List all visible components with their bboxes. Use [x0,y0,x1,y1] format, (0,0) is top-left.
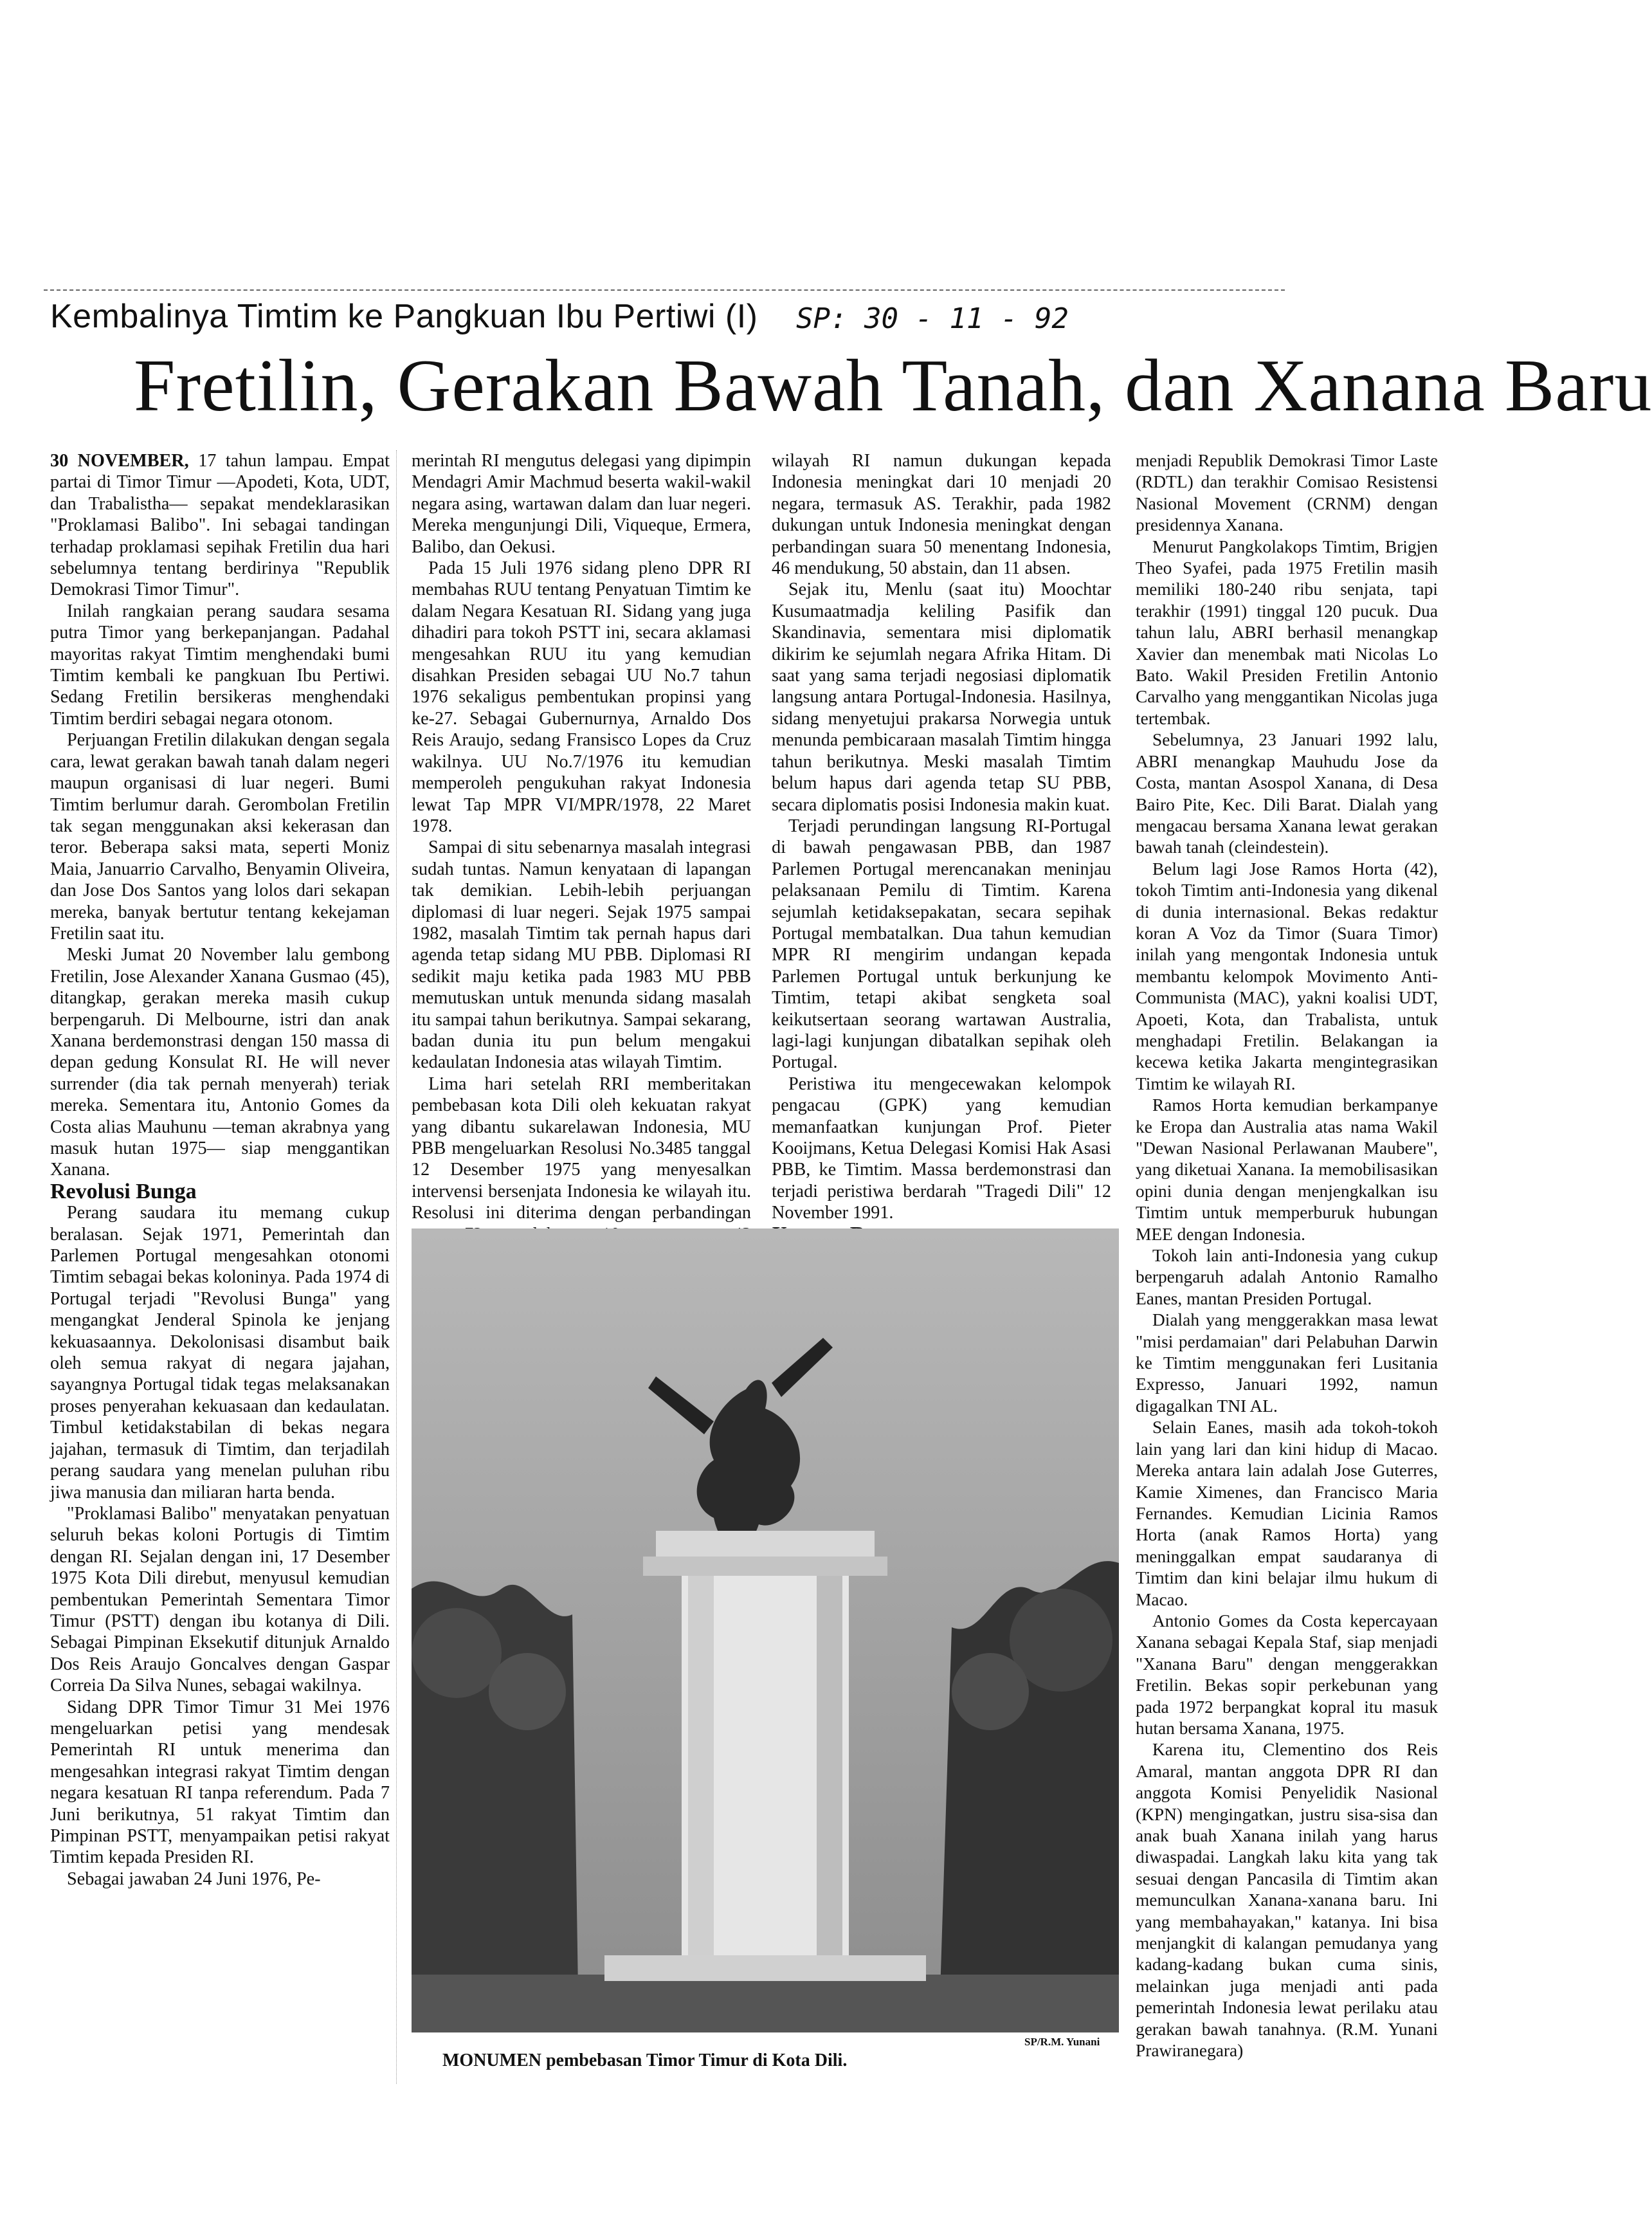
article-paragraph: Perang saudara itu memang cukup beralasan. Sejak 1971, Pemerintah dan Parlemen Portugal mengesahkan otonomi Timtim sebagai bekas koloninya. Pada 1974 di Portugal terjadi "Revolusi Bunga" yang mengangkat Jenderal Spinola ke jenjang kekuasaannya. Dekolonisasi disambut baik oleh semua rakyat di negara jajahan, sayangnya Portugal tidak tegas melaksanakan proses penyerahan kekuasaan dan kedaulatan. Timbul ketidakstabilan di bekas negara jajahan, termasuk di Timtim, dan terjadilah perang saudara yang menelan puluhan ribu jiwa manusia dan miliaran harta benda. [50,1203,390,1502]
article-paragraph: Peristiwa itu mengecewakan kelompok pengacau (GPK) yang kemudian memanfaatkan kunjungan Prof. Pieter Kooijmans, Ketua Delegasi Komisi Hak Asasi PBB, ke Timtim. Massa berdemonstrasi dan terjadi peristiwa berdarah "Tragedi Dili" 12 November 1991. [772,1073,1111,1223]
article-paragraph: wilayah RI namun dukungan kepada Indonesia meningkat dari 10 menjadi 20 negara, termasuk AS. Terakhir, pada 1982 dukungan untuk Indonesia meningkat dengan perbandingan suara 50 menentang Indonesia, 46 mendukung, 50 abstain, dan 11 absen. [772,451,1111,579]
series-title: Kembalinya Timtim ke Pangkuan Ibu Pertiwi (I) [50,298,758,335]
column-divider [396,450,397,2084]
article-paragraph: "Proklamasi Balibo" menyatakan penyatuan seluruh bekas koloni Portugis di Timtim dengan RI. Sejalan dengan ini, 17 Desember 1975 Kota Dili direbut, menyusul kemudian pembentukan Pemerintah Sementara Timor Timur (PSTT) dengan ibu kotanya di Dili. Sebagai Pimpinan Eksekutif ditunjuk Arnaldo Dos Reis Araujo Goncalves dengan Gaspar Correia Da Silva Nunes, sebagai wakilnya. [50,1503,390,1696]
article-paragraph: Selain Eanes, masih ada tokoh-tokoh lain yang lari dan kini hidup di Macao. Mereka antara lain adalah Jose Guterres, Kamie Ximenes, dan Francisco Maria Fernandes. Kemudian Licinia Ramos Horta (anak Ramos Horta) yang meninggalkan empat saudaranya di Timtim dan kini belajar ilmu hukum di Macao. [1136,1418,1438,1609]
article-paragraph: Perjuangan Fretilin dilakukan dengan segala cara, lewat gerakan bawah tanah dalam negeri maupun organisasi di luar negeri. Bumi Timtim berlumur darah. Gerombolan Fretilin tak segan menggunakan aksi kekerasan dan teror. Beberapa saksi mata, seperti Moniz Maia, Januarrio Carvalho, Benyamin Oliveira, dan Jose Dos Santos yang lolos dari sekapan mereka, banyak bertutur tentang kekejaman Fretilin saat itu. [50,730,390,944]
article-paragraph: Inilah rangkaian perang saudara sesama putra Timor yang berkepanjangan. Padahal mayoritas rakyat Timtim menghendaki bumi Timtim kembali ke pangkuan Ibu Pertiwi. Sedang Fretilin bersikeras menghendaki Timtim berdiri sebagai negara otonom. [50,601,390,729]
article-paragraph: Meski Jumat 20 November lalu gembong Fretilin, Jose Alexander Xanana Gusmao (45), ditangkap, gerakan mereka masih cukup berpengaruh. Di Melbourne, istri dan anak Xanana berdemonstrasi dengan 150 massa di depan gedung Konsulat RI. He will never surrender (dia tak pernah menyerah) teriak mereka. Sementara itu, Antonio Gomes da Costa alias Mauhunu —teman akrabnya yang masuk hutan 1975— siap menggantikan Xanana. [50,945,390,1180]
headline: Fretilin, Gerakan Bawah Tanah, dan Xanana Baru [134,345,1652,427]
article-paragraph: Sebagai jawaban 24 Juni 1976, Pe- [67,1868,321,1889]
article-paragraph: Belum lagi Jose Ramos Horta (42), tokoh Timtim anti-Indonesia yang dikenal di dunia internasional. Bekas redaktur koran A Voz da Timor (Suara Timor) inilah yang mengontak Indonesia untuk membantu kelompok Movimento Anti-Communista (MAC), yakni koalisi UDT, Apoeti, Kota, dan Trabalista, untuk menghadapi Fretilin. Belakangan ia kecewa ketika Jakarta mengintegrasikan Timtim ke wilayah RI. [1136,859,1438,1093]
top-rule [44,289,1285,291]
monument-photo [412,1228,1119,2032]
article-paragraph: Menurut Pangkolakops Timtim, Brigjen Theo Syafei, pada 1975 Fretilin masih memiliki 180-240 ribu senjata, tapi terakhir (1991) tinggal 120 pucuk. Dua tahun lalu, ABRI berhasil menangkap Xavier dan menembak mati Nicolas Lo Bato. Wakil Presiden Fretilin Antonio Carvalho yang menggantikan Nicolas juga tertembak. [1136,536,1438,728]
caption-text: pembebasan Timor Timur di Kota Dili. [541,2050,848,2070]
newspaper-clipping [31,289,1652,2193]
article-paragraph: Pada 15 Juli 1976 sidang pleno DPR RI membahas RUU tentang Penyatuan Timtim ke dalam Negara Kesatuan RI. Sidang yang juga dihadiri para tokoh PSTT ini, secara aklamasi mengesahkan RUU itu yang kemudian disahkan Presiden sebagai UU No.7 tahun 1976 sekaligus pembentukan propinsi yang ke-27. Sebagai Gubernurnya, Arnaldo Dos Reis Araujo, sedang Fransisco Lopes da Cruz wakilnya. UU No.7/1976 itu kemudian memperoleh pengukuhan rakyat Indonesia lewat Tap MPR VI/MPR/1978, 22 Maret 1978. [412,558,751,836]
article-column-4 [1136,450,1438,2061]
article-paragraph: Tokoh lain anti-Indonesia yang cukup berpengaruh adalah Antonio Ramalho Eanes, mantan Presiden Portugal. [1136,1246,1438,1308]
caption-lead: MONUMEN [442,2050,541,2070]
article-paragraph: Ramos Horta kemudian berkampanye ke Eropa dan Australia atas nama Wakil "Dewan Nasional Perlawanan Maubere", yang diketuai Xanana. Ia memobilisasikan opini dunia dengan menjengkalkan isu Timtim untuk memperburuk hubungan MEE dengan Indonesia. [1136,1095,1438,1244]
article-paragraph: Sidang DPR Timor Timur 31 Mei 1976 mengeluarkan petisi yang mendesak Pemerintah RI untuk menerima dan mengesahkan integrasi rakyat Timtim dengan negara kesatuan RI tanpa referendum. Pada 7 Juni berikutnya, 51 rakyat Timtim dan Pimpinan PSTT, menyampaikan petisi rakyat Timtim kepada Presiden RI. [50,1697,390,1868]
article-paragraph: Lima hari setelah RRI memberitakan pembebasan kota Dili oleh kekuatan rakyat yang dibantu sukarelawan Indonesia, MU PBB mengeluarkan Resolusi No.3485 tanggal 12 Desember 1975 yang menyesalkan intervensi bersenjata Indonesia ke wilayah itu. Resolusi ini diterima dengan perbandingan [412,1073,751,1223]
lead-paragraph [50,450,390,601]
article-paragraph: Terjadi perundingan langsung RI-Portugal di bawah pengawasan PBB, dan 1987 Parlemen Portugal merencanakan meninjau pelaksanaan Pemilu di Timtim. Karena sejumlah ketidaksepakatan, secara sepihak Portugal membatalkan. Dua tahun kemudian MPR RI mengirim undangan kepada Parlemen Portugal untuk berkunjung ke Timtim, tetapi akibat sengketa soal keikutsertaan seorang wartawan Australia, lagi-lagi kunjungan dibatalkan sepihak oleh Portugal. [772,816,1111,1073]
article-paragraph: Sampai di situ sebenarnya masalah integrasi sudah tuntas. Namun kenyataan di lapangan tak demikian. Lebih-lebih perjuangan diplomasi di luar negeri. Sejak 1975 sampai 1982, masalah Timtim tak pernah hapus dari agenda tetap sidang MU PBB. Diplomasi RI sedikit maju ketika pada 1983 MU PBB memutuskan untuk menunda sidang masalah itu sampai tahun berikutnya. Sampai sekarang, badan dunia itu pun belum mengakui kedaulatan Indonesia atas wilayah Timtim. [412,837,751,1073]
article-paragraph: menjadi Republik Demokrasi Timor Laste (RDTL) dan terakhir Comisao Resistensi Nasional Movement (CRNM) dengan presidennya Xanana. [1136,451,1438,535]
article-paragraph: Sebelumnya, 23 Januari 1992 lalu, ABRI menangkap Mauhudu Jose da Costa, mantan Asospol Xanana, di Desa Bairo Pite, Kec. Dili Barat. Dialah yang mengacau bersama Xanana lewat gerakan bawah tanah (cleindestein). [1136,730,1438,857]
photo-caption [442,2050,847,2071]
lead-dateline: 30 NOVEMBER, [50,451,189,471]
article-paragraph: merintah RI mengutus delegasi yang dipimpin Mendagri Amir Machmud beserta wakil-wakil negara asing, wartawan dalam dan luar negeri. Mereka mengunjungi Dili, Viqueque, Ermera, Balibo, dan Oekusi. [412,451,751,557]
article-paragraph: Sejak itu, Menlu (saat itu) Moochtar Kusumaatmadja keliling Pasifik dan Skandinavia, sementara misi diplomatik dikirim ke sejumlah negara Afrika Hitam. Di saat yang sama terjadi negosiasi diplomatik langsung antara Portugal-Indonesia. Hasilnya, sidang menyetujui prakarsa Norwegia untuk menunda pembicaraan masalah Timtim hingga tahun berikutnya. Meski masalah Timtim belum hapus dari agenda tetap SU PBB, secara diplomatis posisi Indonesia makin kuat. [772,580,1111,815]
article-column-2 [412,450,751,1223]
article-paragraph: Karena itu, Clementino dos Reis Amaral, mantan anggota DPR RI dan anggota Komisi Penyelidik Nasional (KPN) mengingatkan, justru sisa-sisa dan anak buah Xanana inilah yang harus diwaspadai. Langkah laku kita yang tak sesuai dengan Pancasila di Timtim akan memunculkan Xanana-xanana baru. Ini yang membahayakan," katanya. Ini bisa menjangkit di kalangan pemudanya yang kadang-kadang bukan cuma sinis, melainkan juga menjadi anti pada pemerintah Indonesia lewat perilaku atau gerakan bawah tanahnya. (R.M. Yunani Prawiranegara) [1136,1740,1438,2061]
article-column-1 [50,450,390,1890]
subheading: Revolusi Bunga [50,1179,197,1203]
lead-text: 17 tahun lampau. Empat partai di Timor Timur —Apodeti, Kota, UDT, dan Trabalistha— sepakat mendeklarasikan "Proklamasi Balibo". Ini sebagai tandingan terhadap proklamasi sepihak Fretilin dua hari sebelumnya tentang berdirinya "Republik Demokrasi Timor Timur". [50,451,390,600]
handwritten-date-note: SP: 30 - 11 - 92 [796,302,1069,335]
article-paragraph: Antonio Gomes da Costa kepercayaan Xanana sebagai Kepala Staf, siap menjadi "Xanana Baru" dengan menggerakkan Fretilin. Bekas sopir perkebunan yang pada 1972 berpangkat kopral itu masuk hutan bersama Xanana, 1975. [1136,1611,1438,1738]
photo-credit: SP/R.M. Yunani [1024,2036,1100,2048]
article-paragraph: Dialah yang menggerakkan masa lewat "misi perdamaian" dari Pelabuhan Darwin ke Timtim menggunakan feri Lusitania Expresso, Januari 1992, namun digagalkan TNI AL. [1136,1310,1438,1416]
